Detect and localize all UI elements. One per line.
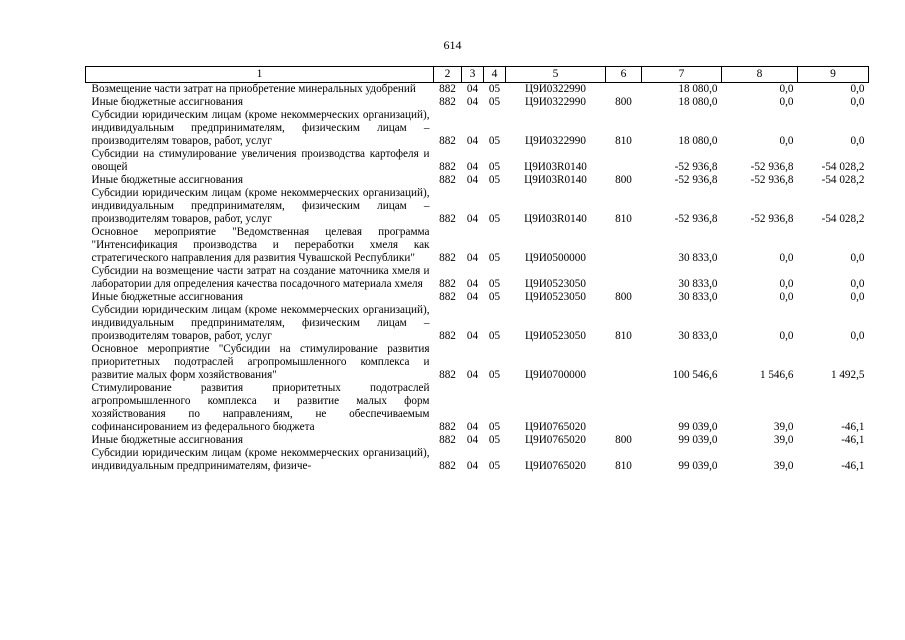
cell-expense-type: 810 xyxy=(615,330,632,342)
cell-amount-col8: 0,0 xyxy=(779,278,794,290)
cell-amount-col7: 30 833,0 xyxy=(678,252,718,264)
row-name: Субсидии юридическим лицам (кроме некоммерческих организаций), индивидуальным предпринимателям, физическим лицам – производителям товаров, работ, услуг xyxy=(91,304,430,342)
budget-table xyxy=(85,66,869,473)
cell-target-article: Ц9И0523050 xyxy=(525,278,586,290)
cell-subsection: 05 xyxy=(488,421,501,433)
cell-amount-col9: 0,0 xyxy=(850,291,865,303)
cell-target-article: Ц9И0322990 xyxy=(525,135,586,147)
cell-ministry-code: 882 xyxy=(439,460,456,472)
cell-expense-type: 810 xyxy=(615,135,632,147)
cell-amount-col8: 0,0 xyxy=(779,83,794,95)
cell-ministry-code: 882 xyxy=(439,174,456,186)
cell-section: 04 xyxy=(466,252,479,264)
cell-amount-col7: 30 833,0 xyxy=(678,278,718,290)
cell-subsection: 05 xyxy=(488,278,501,290)
cell-expense-type xyxy=(606,343,642,382)
cell-ministry-code: 882 xyxy=(439,434,456,446)
cell-target-article: Ц9И0765020 xyxy=(525,434,586,446)
cell-amount-col7: 100 546,6 xyxy=(672,369,718,381)
row-name: Иные бюджетные ассигнования xyxy=(91,174,243,186)
table-row xyxy=(86,382,869,434)
cell-target-article: Ц9И0500000 xyxy=(525,252,586,264)
table-row xyxy=(86,343,869,382)
cell-ministry-code: 882 xyxy=(439,83,456,95)
cell-amount-col8: 0,0 xyxy=(779,96,794,108)
cell-amount-col8: 0,0 xyxy=(779,135,794,147)
cell-ministry-code: 882 xyxy=(439,161,456,173)
cell-amount-col8: 39,0 xyxy=(773,460,794,472)
cell-amount-col9: -54 028,2 xyxy=(821,213,865,225)
cell-amount-col7: 99 039,0 xyxy=(678,434,718,446)
cell-amount-col7: -52 936,8 xyxy=(674,174,718,186)
cell-section: 04 xyxy=(466,278,479,290)
cell-amount-col7: -52 936,8 xyxy=(674,213,718,225)
cell-amount-col7: 30 833,0 xyxy=(678,330,718,342)
table-row xyxy=(86,265,869,291)
cell-ministry-code: 882 xyxy=(439,291,456,303)
cell-subsection: 05 xyxy=(488,369,501,381)
cell-subsection: 05 xyxy=(488,96,501,108)
cell-target-article: Ц9И0322990 xyxy=(525,96,586,108)
cell-section: 04 xyxy=(466,213,479,225)
row-name: Стимулирование развития приоритетных подотраслей агропромышленного комплекса и развитие малых форм хозяйствования по направлениям, не обеспечиваемым софинансированием из федерального бюджета xyxy=(91,382,430,433)
row-name: Субсидии юридическим лицам (кроме некоммерческих организаций), индивидуальным предпринимателям, физическим лицам – производителям товаров, работ, услуг xyxy=(91,109,430,147)
row-name: Иные бюджетные ассигнования xyxy=(91,291,243,303)
cell-target-article: Ц9И03R0140 xyxy=(524,213,587,225)
cell-section: 04 xyxy=(466,83,479,95)
cell-section: 04 xyxy=(466,291,479,303)
cell-amount-col7: 30 833,0 xyxy=(678,291,718,303)
cell-subsection: 05 xyxy=(488,330,501,342)
cell-section: 04 xyxy=(466,135,479,147)
cell-amount-col7: -52 936,8 xyxy=(674,161,718,173)
cell-amount-col8: -52 936,8 xyxy=(750,174,794,186)
row-name: Субсидии юридическим лицам (кроме некоммерческих организаций), индивидуальным предпринимателям, физическим лицам – производителям товаров, работ, услуг xyxy=(91,187,430,225)
cell-expense-type xyxy=(606,148,642,174)
cell-target-article: Ц9И0523050 xyxy=(525,291,586,303)
cell-amount-col9: -46,1 xyxy=(841,421,865,433)
cell-amount-col8: -52 936,8 xyxy=(750,161,794,173)
cell-amount-col9: 0,0 xyxy=(850,135,865,147)
cell-amount-col7: 99 039,0 xyxy=(678,421,718,433)
table-row xyxy=(86,291,869,304)
cell-amount-col8: 39,0 xyxy=(773,421,794,433)
cell-amount-col8: 0,0 xyxy=(779,252,794,264)
cell-target-article: Ц9И03R0140 xyxy=(524,174,587,186)
cell-amount-col9: 1 492,5 xyxy=(830,369,865,381)
cell-ministry-code: 882 xyxy=(439,278,456,290)
cell-target-article: Ц9И0765020 xyxy=(525,460,586,472)
cell-target-article: Ц9И0765020 xyxy=(525,421,586,433)
column-header: 7 xyxy=(642,67,722,83)
cell-amount-col8: 1 546,6 xyxy=(759,369,794,381)
column-header: 3 xyxy=(462,67,484,83)
row-name: Субсидии юридическим лицам (кроме некоммерческих организаций), индивидуальным предпринимателям, физиче- xyxy=(91,447,430,472)
cell-amount-col7: 18 080,0 xyxy=(678,83,718,95)
cell-amount-col9: -46,1 xyxy=(841,434,865,446)
cell-subsection: 05 xyxy=(488,252,501,264)
cell-amount-col8: 0,0 xyxy=(779,330,794,342)
cell-amount-col9: 0,0 xyxy=(850,83,865,95)
row-name: Субсидии на стимулирование увеличения производства картофеля и овощей xyxy=(91,148,430,173)
cell-subsection: 05 xyxy=(488,83,501,95)
cell-subsection: 05 xyxy=(488,434,501,446)
cell-expense-type: 810 xyxy=(615,213,632,225)
cell-ministry-code: 882 xyxy=(439,96,456,108)
column-header: 5 xyxy=(506,67,606,83)
cell-subsection: 05 xyxy=(488,291,501,303)
column-header: 8 xyxy=(722,67,798,83)
table-row xyxy=(86,304,869,343)
cell-amount-col9: 0,0 xyxy=(850,96,865,108)
cell-expense-type xyxy=(606,226,642,265)
column-header: 4 xyxy=(484,67,506,83)
cell-expense-type xyxy=(606,83,642,97)
cell-expense-type: 800 xyxy=(615,434,632,446)
cell-amount-col8: 39,0 xyxy=(773,434,794,446)
cell-amount-col7: 18 080,0 xyxy=(678,135,718,147)
cell-amount-col9: 0,0 xyxy=(850,252,865,264)
cell-ministry-code: 882 xyxy=(439,369,456,381)
cell-section: 04 xyxy=(466,96,479,108)
cell-ministry-code: 882 xyxy=(439,330,456,342)
cell-expense-type: 800 xyxy=(615,174,632,186)
cell-expense-type: 810 xyxy=(615,460,632,472)
cell-ministry-code: 882 xyxy=(439,135,456,147)
cell-amount-col7: 99 039,0 xyxy=(678,460,718,472)
cell-expense-type: 800 xyxy=(615,96,632,108)
cell-amount-col9: 0,0 xyxy=(850,330,865,342)
column-header: 6 xyxy=(606,67,642,83)
row-name: Основное мероприятие "Ведомственная целевая программа "Интенсификация производства и переработки хмеля как стратегического направления для развития Чувашской Республики" xyxy=(91,226,430,264)
cell-target-article: Ц9И0523050 xyxy=(525,330,586,342)
table-body xyxy=(86,83,869,474)
cell-expense-type xyxy=(606,265,642,291)
table-row xyxy=(86,83,869,97)
cell-amount-col8: 0,0 xyxy=(779,291,794,303)
cell-target-article: Ц9И0700000 xyxy=(525,369,586,381)
row-name: Возмещение части затрат на приобретение минеральных удобрений xyxy=(91,83,416,95)
row-name: Субсидии на возмещение части затрат на создание маточника хмеля и лаборатории для определения качества посадочного материала хмеля xyxy=(91,265,430,290)
cell-amount-col9: -46,1 xyxy=(841,460,865,472)
cell-amount-col9: 0,0 xyxy=(850,278,865,290)
cell-section: 04 xyxy=(466,330,479,342)
cell-expense-type xyxy=(606,382,642,434)
cell-ministry-code: 882 xyxy=(439,421,456,433)
cell-amount-col8: -52 936,8 xyxy=(750,213,794,225)
cell-section: 04 xyxy=(466,174,479,186)
cell-subsection: 05 xyxy=(488,460,501,472)
table-row xyxy=(86,96,869,109)
cell-section: 04 xyxy=(466,421,479,433)
cell-section: 04 xyxy=(466,460,479,472)
cell-target-article: Ц9И03R0140 xyxy=(524,161,587,173)
cell-subsection: 05 xyxy=(488,161,501,173)
table-row xyxy=(86,434,869,447)
table-row xyxy=(86,148,869,174)
row-name: Иные бюджетные ассигнования xyxy=(91,434,243,446)
table-row xyxy=(86,174,869,187)
cell-amount-col9: -54 028,2 xyxy=(821,161,865,173)
row-name: Основное мероприятие "Субсидии на стимулирование развития приоритетных подотраслей агропромышленного комплекса и развитие малых форм хозяйствования" xyxy=(91,343,430,381)
header-row xyxy=(86,67,869,83)
cell-subsection: 05 xyxy=(488,174,501,186)
cell-target-article: Ц9И0322990 xyxy=(525,83,586,95)
table-row xyxy=(86,226,869,265)
cell-amount-col7: 18 080,0 xyxy=(678,96,718,108)
column-header: 9 xyxy=(798,67,869,83)
table-row xyxy=(86,109,869,148)
cell-section: 04 xyxy=(466,369,479,381)
cell-expense-type: 800 xyxy=(615,291,632,303)
column-header: 2 xyxy=(434,67,462,83)
table-row xyxy=(86,187,869,226)
cell-ministry-code: 882 xyxy=(439,252,456,264)
cell-section: 04 xyxy=(466,434,479,446)
page-number: 614 xyxy=(443,38,462,52)
column-header: 1 xyxy=(86,67,434,83)
row-name: Иные бюджетные ассигнования xyxy=(91,96,243,108)
cell-amount-col9: -54 028,2 xyxy=(821,174,865,186)
cell-section: 04 xyxy=(466,161,479,173)
cell-ministry-code: 882 xyxy=(439,213,456,225)
table-row xyxy=(86,447,869,473)
cell-subsection: 05 xyxy=(488,213,501,225)
cell-subsection: 05 xyxy=(488,135,501,147)
